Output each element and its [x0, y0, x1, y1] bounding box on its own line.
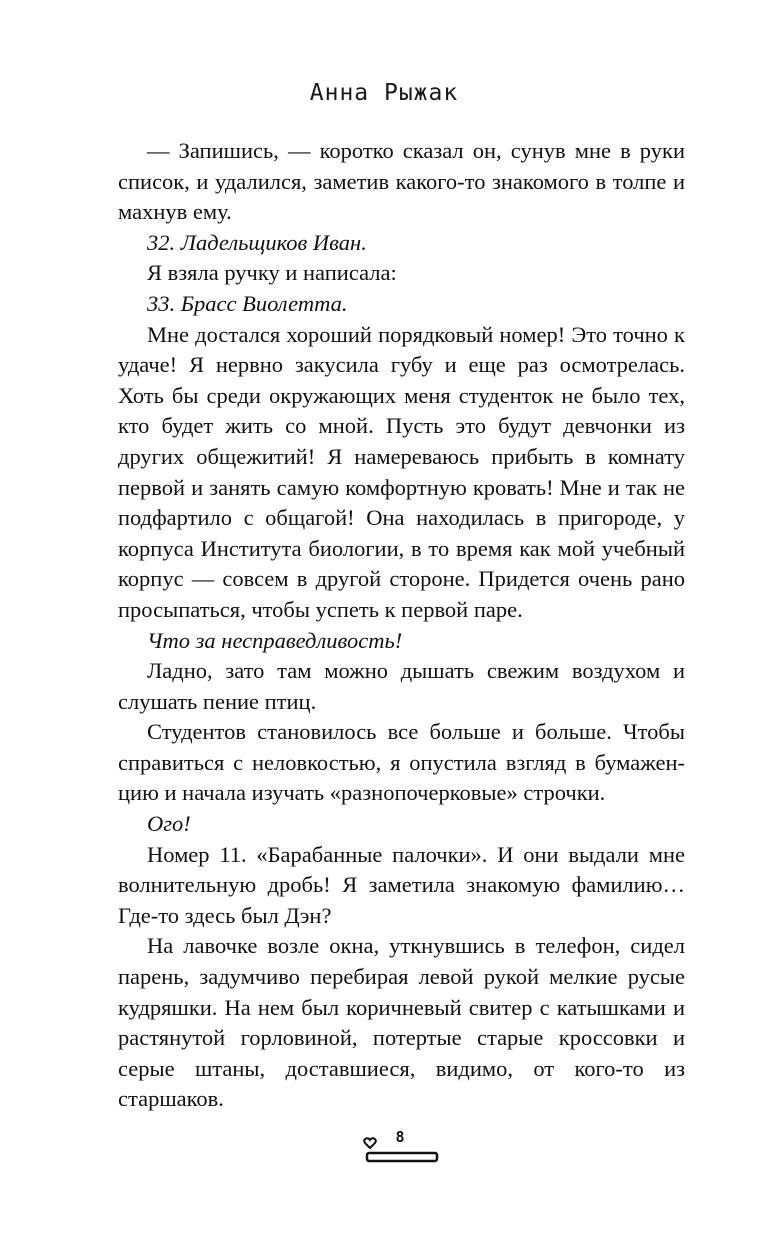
page-bar-icon — [367, 1153, 437, 1161]
paragraph-3: Я взяла ручку и написала: — [147, 260, 397, 286]
paragraph-6-thought: Что за несправедливость! — [147, 627, 403, 653]
paragraph-5: Мне достался хороший порядковый номер! Это точно к удаче! Я нервно закусила губу и еще раз осмотрелась. Хоть бы среди окружающих меня студенток не было тех, кто будет жить со мной. Пусть это будут девчонки из других общежитий! Я намереваюсь прибыть в комнату первой и занять самую комфортную кровать! Мне и так не подфартило с общагой! Она находилась в пригороде, у корпуса Института биологии, в то время как мой учебный корпус — совсем в другой стороне. Придется очень рано просыпаться, чтобы успеть к первой паре. — [118, 321, 685, 622]
page-footer — [362, 1126, 442, 1172]
running-header-author: Анна Рыжак — [309, 80, 459, 106]
paragraph-2-list-entry: 32. Ладельщиков Иван. — [147, 229, 367, 255]
paragraph-11: На лавочке возле окна, уткнувшись в телефон, сидел парень, задумчиво перебирая левой рукой мелкие русые кудряшки. На нем был коричневый свитер с катышками и растянутой горловиной, потертые старые кроссовки и серые штаны, доставшиеся, видимо, от кого-то из старшаков. — [118, 933, 685, 1112]
page-body — [118, 136, 685, 1115]
heart-icon — [364, 1138, 376, 1148]
page-number: 8 — [395, 1128, 405, 1146]
paragraph-4-list-entry: 33. Брасс Виолетта. — [147, 290, 348, 316]
paragraph-8: Студентов становилось все больше и больше. Чтобы справиться с неловкостью, я опустила взгляд в бумаженцию и начала изучать «разнопочерковые» строчки. — [118, 719, 685, 806]
paragraph-7: Ладно, зато там можно дышать свежим воздухом и слушать пение птиц. — [118, 658, 685, 714]
paragraph-9-thought: Ого! — [147, 811, 191, 837]
paragraph-10: Номер 11. «Барабанные палочки». И они выдали мне волнительную дробь! Я заметила знакомую фамилию… Где-то здесь был Дэн? — [118, 841, 685, 928]
paragraph-1: — Запишись, — коротко сказал он, сунув мне в руки список, и удалился, заметив какого-то знакомого в толпе и махнув ему. — [118, 138, 685, 225]
